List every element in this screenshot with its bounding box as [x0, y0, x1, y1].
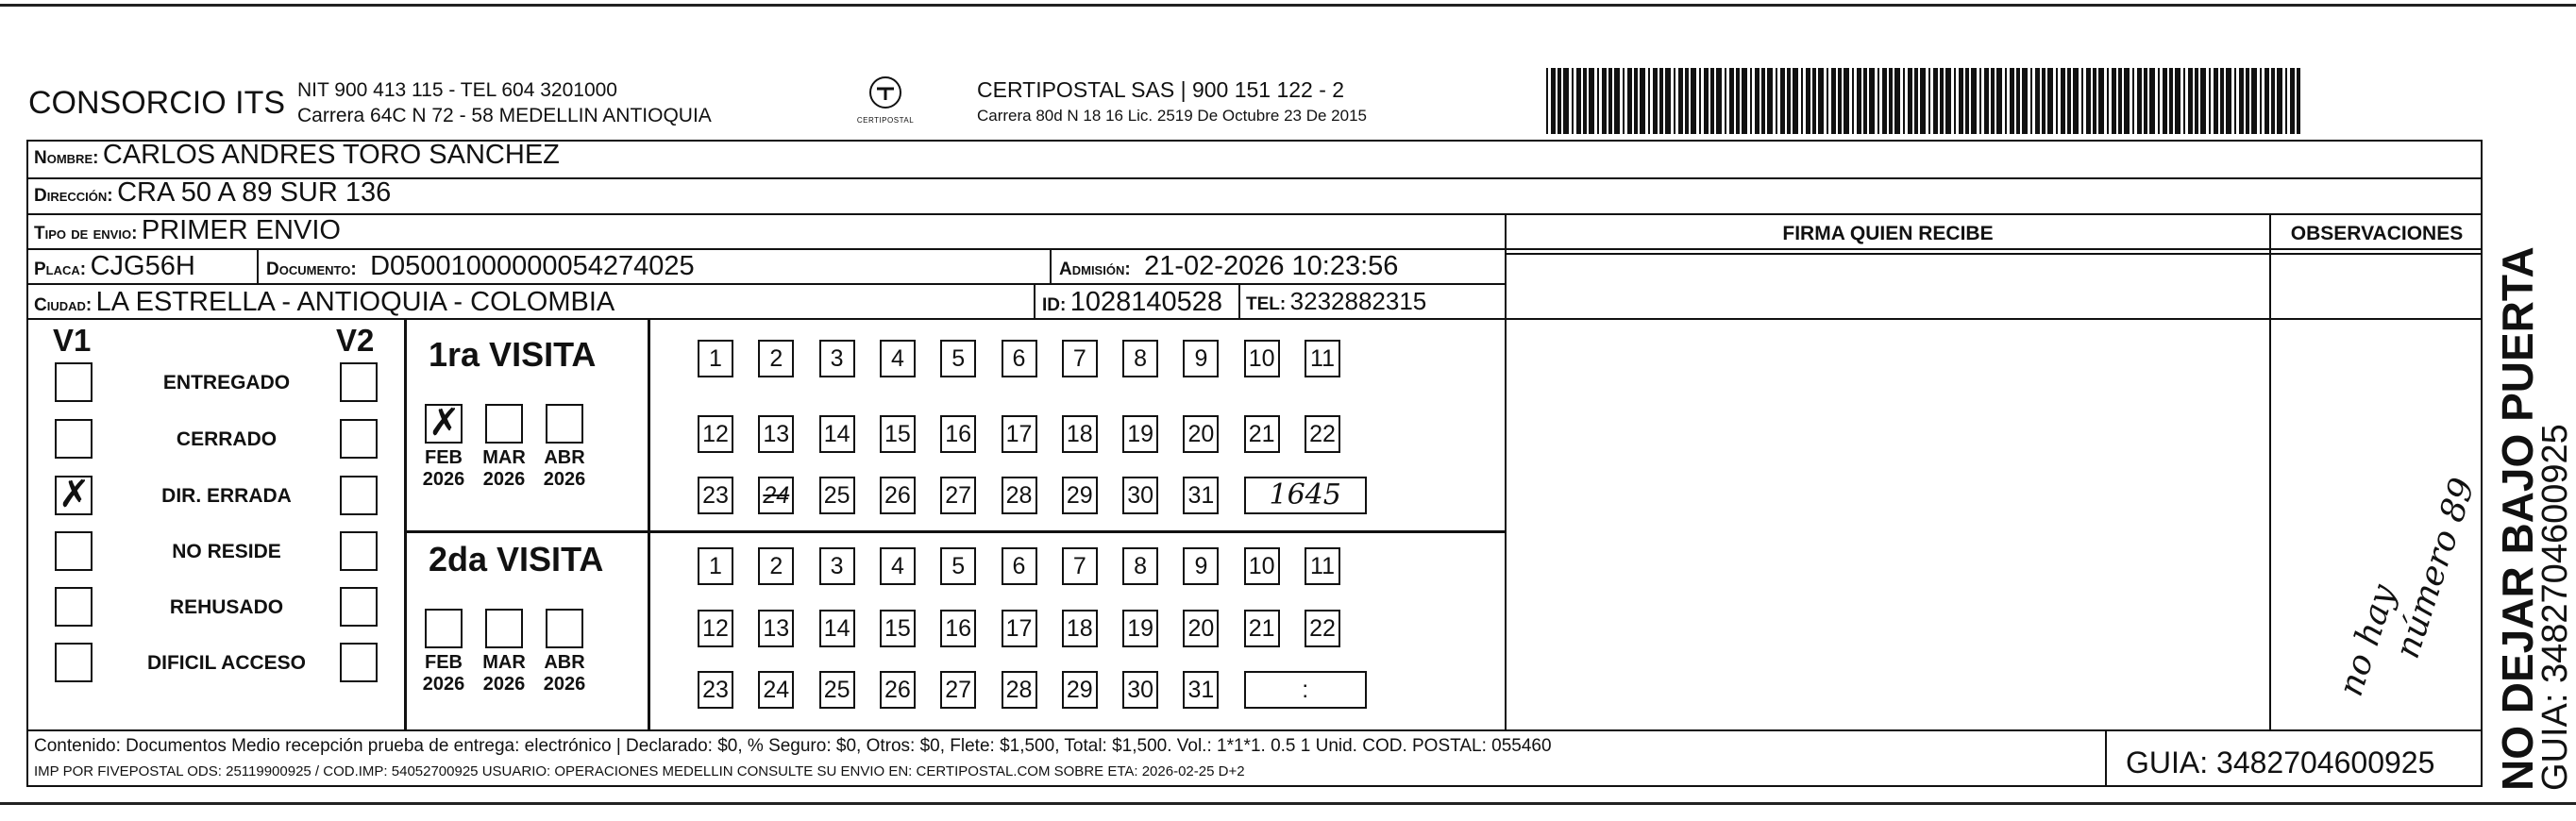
day-box[interactable]: 14: [819, 610, 855, 647]
day-box[interactable]: 29: [1062, 477, 1098, 514]
barcode-bar: [1959, 68, 1963, 134]
barcode-bar: [1787, 68, 1791, 134]
month-name: ABR: [544, 447, 585, 468]
option-label: DIR. ERRADA: [161, 485, 292, 507]
barcode-bar: [2209, 68, 2211, 134]
barcode-bar: [1614, 68, 1620, 134]
option-label: CERRADO: [176, 428, 278, 450]
month-label: [471, 652, 537, 695]
day-box[interactable]: 10: [1244, 547, 1280, 585]
barcode-bar: [1971, 68, 1977, 134]
day-box[interactable]: 4: [880, 547, 916, 585]
barcode-bar: [1755, 68, 1759, 134]
tipo-row: [34, 215, 341, 246]
v2-checkbox[interactable]: [340, 531, 378, 571]
nit-line: NIT 900 413 115 - TEL 604 3201000: [297, 79, 617, 101]
footer-contenido: Contenido: Documentos Medio recepción prueba de entrega: electrónico | Declarado: $0, % Seguro: $0, Otros: $0, Flete: $1,500, Total: $1,500. Vol.: 1*1*1. 0.5 1 Unid. COD. POSTAL: 055460: [34, 736, 1552, 756]
barcode-bar: [1894, 68, 1900, 134]
day-box[interactable]: 17: [1002, 415, 1037, 453]
observation-note-line1: no hay: [2332, 579, 2404, 701]
id-label: ID:: [1042, 295, 1067, 315]
month-year: 2026: [543, 674, 586, 695]
ciudad-field: [34, 287, 615, 318]
month-checkbox[interactable]: [425, 609, 463, 648]
month-name: FEB: [425, 652, 463, 673]
nombre-row: [34, 140, 560, 171]
company-info: [297, 77, 712, 128]
month-label: [411, 447, 477, 491]
admision-label: Admisión:: [1059, 260, 1131, 279]
month-name: FEB: [425, 447, 463, 468]
month-checkbox[interactable]: [485, 609, 523, 648]
v1-checkbox[interactable]: [55, 473, 93, 516]
day-box[interactable]: 7: [1062, 340, 1098, 377]
barcode-bar: [1602, 68, 1607, 134]
certipostal-logo-icon: [867, 74, 904, 111]
barcode-bar: [1996, 68, 2002, 134]
day-box[interactable]: 6: [1002, 340, 1037, 377]
barcode-bar: [2144, 68, 2147, 134]
day-box[interactable]: 3: [819, 340, 855, 377]
day-box[interactable]: 22: [1305, 610, 1340, 647]
v1-header: V1: [53, 323, 92, 358]
option-label: REHUSADO: [169, 596, 284, 618]
barcode-bar: [1914, 68, 1918, 134]
day-box[interactable]: 27: [940, 477, 976, 514]
day-box[interactable]: 2: [758, 340, 794, 377]
day-box[interactable]: 22: [1305, 415, 1340, 453]
day-box[interactable]: 20: [1183, 415, 1219, 453]
barcode-bar: [1780, 68, 1785, 134]
barcode-bar: [2056, 68, 2058, 134]
day-box[interactable]: 19: [1122, 415, 1158, 453]
day-box[interactable]: 10: [1244, 340, 1280, 377]
day-box[interactable]: 1: [698, 547, 733, 585]
placa-field: [34, 251, 195, 282]
barcode-bar: [1557, 68, 1561, 134]
placa-value: CJG56H: [90, 251, 195, 281]
v2-header: V2: [336, 323, 375, 358]
day-box[interactable]: 23: [698, 477, 733, 514]
time-box[interactable]: :: [1244, 671, 1367, 709]
barcode-bar: [2005, 68, 2007, 134]
barcode-bar: [1940, 68, 1944, 134]
day-box[interactable]: 15: [880, 610, 916, 647]
barcode-bar: [1928, 68, 1930, 134]
barcode-bar: [1685, 68, 1689, 134]
barcode-bar: [1965, 68, 1969, 134]
barcode-bar: [2220, 68, 2224, 134]
certipostal-address: Carrera 80d N 18 16 Lic. 2519 De Octubre 23 De 2015: [977, 107, 1367, 125]
company-name: CONSORCIO ITS: [28, 85, 286, 121]
day-box[interactable]: 19: [1122, 610, 1158, 647]
barcode-bar: [1844, 68, 1849, 134]
v1-checkbox[interactable]: [55, 643, 93, 682]
barcode-bar: [2112, 68, 2116, 134]
barcode-bar: [1729, 68, 1734, 134]
barcode-bar: [2260, 68, 2262, 134]
day-box[interactable]: 25: [819, 671, 855, 709]
day-box[interactable]: 13: [758, 610, 794, 647]
day-box[interactable]: 7: [1062, 547, 1098, 585]
day-box[interactable]: 3: [819, 547, 855, 585]
direccion-row: [34, 177, 391, 209]
certipostal-logo: [854, 74, 917, 125]
barcode-bar: [1659, 68, 1663, 134]
barcode-bar: [2042, 68, 2046, 134]
barcode-bar: [1589, 68, 1594, 134]
day-box[interactable]: 30: [1122, 671, 1158, 709]
barcode-bar: [1812, 68, 1816, 134]
barcode-bar: [1903, 68, 1905, 134]
tipo-value: PRIMER ENVIO: [141, 215, 341, 245]
id-field: [1042, 287, 1222, 318]
month-name: MAR: [482, 652, 526, 673]
barcode-bar: [2035, 68, 2040, 134]
v1-checkbox[interactable]: [55, 531, 93, 571]
month-checkbox[interactable]: [546, 404, 583, 444]
certipostal-info: [977, 77, 1367, 128]
barcode-bar: [1767, 68, 1773, 134]
barcode-bar: [2137, 68, 2142, 134]
barcode-bar: [1838, 68, 1842, 134]
certipostal-logo-label: CERTIPOSTAL: [856, 116, 915, 125]
barcode-bar: [2067, 68, 2071, 134]
nombre-label: Nombre:: [34, 148, 99, 168]
month-year: 2026: [422, 469, 465, 490]
barcode-bar: [2195, 68, 2198, 134]
option-label: ENTREGADO: [162, 372, 291, 394]
barcode-bar: [1979, 68, 1981, 134]
direccion-value: CRA 50 A 89 SUR 136: [117, 177, 392, 208]
barcode-bar: [2086, 68, 2091, 134]
barcode-bar: [1597, 68, 1599, 134]
day-box[interactable]: 16: [940, 610, 976, 647]
barcode-bar: [1674, 68, 1675, 134]
barcode-bar: [2010, 68, 2014, 134]
day-box[interactable]: 29: [1062, 671, 1098, 709]
placa-label: Placa:: [34, 260, 87, 279]
day-box[interactable]: 17: [1002, 610, 1037, 647]
id-value: 1028140528: [1069, 287, 1223, 317]
ciudad-value: LA ESTRELLA - ANTIOQUIA - COLOMBIA: [95, 287, 615, 317]
day-box[interactable]: 20: [1183, 610, 1219, 647]
day-box[interactable]: 28: [1002, 477, 1037, 514]
observaciones-header: OBSERVACIONES: [2290, 223, 2464, 244]
day-box[interactable]: 21: [1244, 610, 1280, 647]
option-label: NO RESIDE: [172, 541, 281, 562]
side-guia: GUIA: 3482704600925: [2535, 424, 2575, 791]
day-box[interactable]: 14: [819, 415, 855, 453]
day-box[interactable]: 9: [1183, 547, 1219, 585]
documento-field: [266, 251, 695, 282]
day-box[interactable]: 18: [1062, 610, 1098, 647]
barcode-bar: [1678, 68, 1683, 134]
barcode-bar: [2107, 68, 2109, 134]
tipo-label: Tipo de envio:: [34, 224, 138, 243]
option-label: DIFICIL ACCESO: [146, 652, 306, 674]
barcode-bar: [2239, 68, 2244, 134]
barcode-bar: [1761, 68, 1765, 134]
day-box[interactable]: 31: [1183, 671, 1219, 709]
barcode-bar: [2234, 68, 2236, 134]
barcode-bar: [2093, 68, 2096, 134]
barcode-bar: [2163, 68, 2167, 134]
barcode-bar: [1576, 68, 1581, 134]
day-box[interactable]: 12: [698, 415, 733, 453]
address-line: Carrera 64C N 72 - 58 MEDELLIN ANTIOQUIA: [297, 105, 712, 126]
barcode-bar: [1889, 68, 1893, 134]
day-box[interactable]: 25: [819, 477, 855, 514]
tel-field: [1246, 287, 1426, 316]
barcode-bar: [1742, 68, 1747, 134]
footer-imp: IMP POR FIVEPOSTAL ODS: 25119900925 / COD.IMP: 54052700925 USUARIO: OPERACIONES MEDELLIN CONSULTE SU ENVIO EN: CERTIPOSTAL.COM SOBRE ETA: 2026-02-25 D+2: [34, 763, 1245, 779]
barcode-bar: [2175, 68, 2180, 134]
month-year: 2026: [482, 469, 526, 490]
barcode-bar: [1627, 68, 1632, 134]
barcode-bar: [1716, 68, 1722, 134]
v2-checkbox[interactable]: [340, 362, 378, 402]
day-box[interactable]: 5: [940, 547, 976, 585]
barcode-bar: [2073, 68, 2079, 134]
day-box[interactable]: 21: [1244, 415, 1280, 453]
month-name: ABR: [544, 652, 585, 673]
barcode-bar: [1653, 68, 1658, 134]
day-box[interactable]: 2: [758, 547, 794, 585]
direccion-label: Dirección:: [34, 186, 113, 206]
check-mark-icon: ✗: [59, 473, 91, 516]
barcode-bar: [2016, 68, 2020, 134]
month-checkbox[interactable]: [425, 401, 463, 444]
barcode-bar: [2285, 68, 2287, 134]
day-box[interactable]: 6: [1002, 547, 1037, 585]
day-box[interactable]: 24: [758, 671, 794, 709]
documento-value: D05001000000054274025: [370, 251, 695, 281]
v1-checkbox[interactable]: [55, 362, 93, 402]
certipostal-company: CERTIPOSTAL SAS | 900 151 122 - 2: [977, 77, 1345, 102]
month-name: MAR: [482, 447, 526, 468]
barcode-bar: [1863, 68, 1867, 134]
day-box[interactable]: 26: [880, 477, 916, 514]
barcode-bar: [1831, 68, 1836, 134]
barcode-bar: [1776, 68, 1777, 134]
barcode-bar: [2265, 68, 2269, 134]
barcode-bar: [1750, 68, 1752, 134]
barcode: [1546, 68, 2301, 134]
month-label: [531, 447, 598, 491]
month-checkbox[interactable]: [485, 404, 523, 444]
day-box[interactable]: 30: [1122, 477, 1158, 514]
day-box[interactable]: 24: [758, 477, 794, 514]
barcode-bar: [2169, 68, 2173, 134]
barcode-bar: [1572, 68, 1574, 134]
barcode-bar: [2251, 68, 2257, 134]
barcode-bar: [2183, 68, 2185, 134]
barcode-bar: [1634, 68, 1638, 134]
barcode-bar: [2061, 68, 2065, 134]
barcode-bar: [1908, 68, 1912, 134]
day-box[interactable]: 8: [1122, 547, 1158, 585]
second-visit-title: 2da VISITA: [429, 540, 604, 578]
barcode-bar: [2047, 68, 2053, 134]
ciudad-label: Ciudad:: [34, 295, 93, 315]
month-year: 2026: [543, 469, 586, 490]
barcode-bar: [2271, 68, 2275, 134]
day-box[interactable]: 18: [1062, 415, 1098, 453]
v2-checkbox[interactable]: [340, 419, 378, 459]
barcode-bar: [1933, 68, 1938, 134]
documento-label: Documento:: [266, 260, 357, 279]
barcode-bar: [1725, 68, 1726, 134]
month-year: 2026: [422, 674, 465, 695]
day-box[interactable]: 12: [698, 610, 733, 647]
barcode-bar: [1691, 68, 1696, 134]
v2-checkbox[interactable]: [340, 587, 378, 627]
v1-checkbox[interactable]: [55, 587, 93, 627]
barcode-bar: [1665, 68, 1671, 134]
barcode-bar: [1640, 68, 1645, 134]
barcode-bar: [1623, 68, 1625, 134]
barcode-bar: [1583, 68, 1587, 134]
day-box[interactable]: 15: [880, 415, 916, 453]
barcode-bar: [1984, 68, 1989, 134]
barcode-bar: [2132, 68, 2134, 134]
barcode-bar: [1699, 68, 1701, 134]
barcode-bar: [1546, 68, 1548, 134]
day-box[interactable]: 5: [940, 340, 976, 377]
barcode-bar: [2246, 68, 2249, 134]
time-box[interactable]: 1645: [1244, 477, 1367, 514]
barcode-bar: [1827, 68, 1828, 134]
barcode-bar: [2118, 68, 2122, 134]
barcode-bar: [2022, 68, 2028, 134]
barcode-bar: [1954, 68, 1956, 134]
day-box[interactable]: 26: [880, 671, 916, 709]
barcode-bar: [2149, 68, 2155, 134]
month-year: 2026: [482, 674, 526, 695]
month-label: [531, 652, 598, 695]
barcode-bar: [1991, 68, 1995, 134]
day-box[interactable]: 16: [940, 415, 976, 453]
admision-value: 21-02-2026 10:23:56: [1144, 251, 1399, 281]
barcode-bar: [2124, 68, 2130, 134]
barcode-bar: [1920, 68, 1926, 134]
check-mark-icon: ✗: [429, 401, 461, 444]
nombre-value: CARLOS ANDRES TORO SANCHEZ: [102, 140, 560, 170]
firma-header: FIRMA QUIEN RECIBE: [1782, 223, 1994, 244]
barcode-bar: [1877, 68, 1879, 134]
barcode-bar: [2081, 68, 2083, 134]
day-box[interactable]: 13: [758, 415, 794, 453]
barcode-bar: [2158, 68, 2160, 134]
day-box[interactable]: 1: [698, 340, 733, 377]
day-box[interactable]: 11: [1305, 547, 1340, 585]
day-box[interactable]: 23: [698, 671, 733, 709]
month-label: [471, 447, 537, 491]
barcode-bar: [1869, 68, 1875, 134]
barcode-bar: [1945, 68, 1951, 134]
barcode-bar: [1818, 68, 1824, 134]
barcode-bar: [1793, 68, 1798, 134]
first-visit-title: 1ra VISITA: [429, 335, 597, 374]
barcode-bar: [2030, 68, 2032, 134]
day-box[interactable]: 4: [880, 340, 916, 377]
side-warning: NO DEJAR BAJO PUERTA: [2493, 246, 2542, 791]
barcode-bar: [2297, 68, 2300, 134]
observation-note-line2: número 89: [2388, 473, 2483, 663]
barcode-bar: [1648, 68, 1650, 134]
barcode-bar: [2098, 68, 2104, 134]
barcode-bar: [1857, 68, 1861, 134]
day-box[interactable]: 8: [1122, 340, 1158, 377]
barcode-bar: [2188, 68, 2193, 134]
v1-checkbox[interactable]: [55, 419, 93, 459]
top-edge-line: [0, 4, 2576, 7]
footer-guia: GUIA: 3482704600925: [2126, 746, 2435, 779]
bottom-edge-line: [0, 802, 2576, 805]
barcode-bar: [1736, 68, 1740, 134]
barcode-bar: [2200, 68, 2206, 134]
barcode-bar: [1710, 68, 1714, 134]
barcode-bar: [2277, 68, 2282, 134]
barcode-bar: [1563, 68, 1569, 134]
barcode-bar: [1852, 68, 1854, 134]
barcode-bar: [1882, 68, 1887, 134]
tel-value: 3232882315: [1289, 287, 1427, 315]
tel-label: TEL:: [1246, 294, 1287, 314]
v2-checkbox[interactable]: [340, 643, 378, 682]
admision-field: [1059, 251, 1398, 282]
barcode-bar: [1801, 68, 1803, 134]
barcode-bar: [1704, 68, 1709, 134]
barcode-bar: [2290, 68, 2295, 134]
day-box[interactable]: 31: [1183, 477, 1219, 514]
month-label: [411, 652, 477, 695]
barcode-bar: [1551, 68, 1556, 134]
v2-checkbox[interactable]: [340, 476, 378, 515]
day-box[interactable]: 11: [1305, 340, 1340, 377]
day-box[interactable]: 28: [1002, 671, 1037, 709]
day-box[interactable]: 27: [940, 671, 976, 709]
barcode-bar: [2214, 68, 2218, 134]
barcode-bar: [1806, 68, 1810, 134]
day-box[interactable]: 9: [1183, 340, 1219, 377]
barcode-bar: [2226, 68, 2231, 134]
month-checkbox[interactable]: [546, 609, 583, 648]
barcode-bar: [1608, 68, 1612, 134]
